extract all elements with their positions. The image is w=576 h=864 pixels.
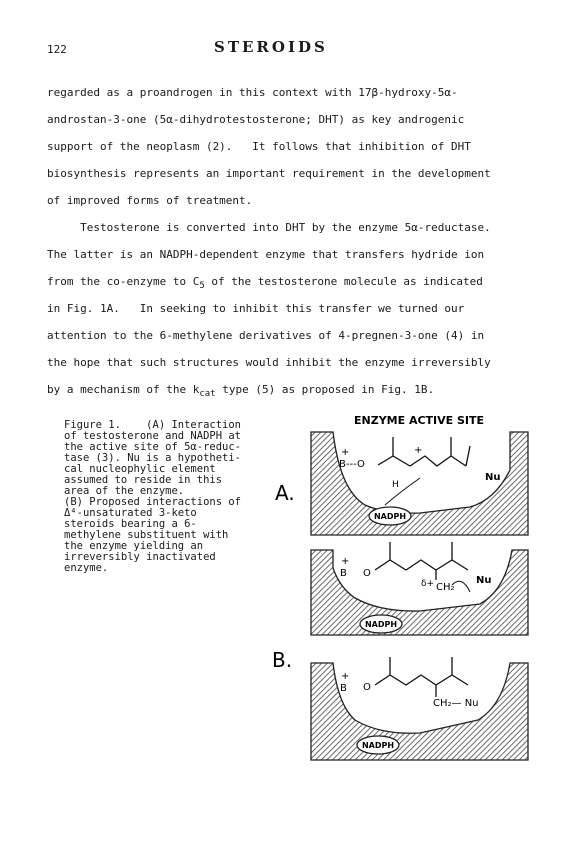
body-line: androstan-3-one (5α-dihydrotestosterone; DHT) as key androgenic: [47, 113, 465, 126]
steroid-skeleton-b2: [375, 675, 468, 685]
body-line: The latter is an NADPH-dependent enzyme that transfers hydride ion: [47, 248, 485, 261]
hydride-arrow-a: [385, 478, 420, 505]
figure-title: ENZYME ACTIVE SITE: [354, 414, 485, 427]
b-plus-b1: +: [341, 556, 350, 567]
body-line-rest: of the testosterone molecule as indicated: [204, 275, 483, 288]
caption-line: steroids bearing a 6-: [64, 518, 197, 530]
h-label-a: H: [392, 480, 399, 490]
caption-line: the active site of 5α-reduc-: [64, 441, 242, 453]
o-label-b1: O: [363, 568, 371, 579]
b-plus-a: +: [341, 447, 350, 458]
b-o-interaction-a: B---O: [339, 459, 365, 470]
b-label-b1: B: [340, 568, 347, 579]
body-line: support of the neoplasm (2). It follows that inhibition of DHT: [47, 140, 471, 153]
caption-line: cal nucleophylic element: [64, 463, 216, 475]
caption-line: enzyme.: [64, 562, 109, 574]
ch2-nu-b2: CH₂— Nu: [433, 698, 479, 709]
delta-plus-b1: δ+: [421, 579, 435, 589]
caption-line: methylene substituent with: [64, 529, 229, 541]
caption-line: irreversibly inactivated: [64, 551, 216, 563]
panel-label-a: A.: [275, 481, 295, 505]
caption-line: (B) Proposed interactions of: [64, 496, 242, 508]
body-line: of improved forms of treatment.: [47, 194, 253, 207]
steroid-bond: [466, 446, 470, 466]
body-line: attention to the 6-methylene derivatives of 4-pregnen-3-one (4) in: [47, 329, 485, 342]
body-line: the hope that such structures would inhibit the enzyme irreversibly: [47, 356, 491, 369]
body-line-text: by a mechanism of the k: [47, 383, 200, 396]
kcat-subscript: cat: [199, 389, 216, 399]
caption-line: the enzyme yielding an: [64, 540, 204, 552]
body-line: biosynthesis represents an important requirement in the development: [47, 167, 491, 180]
nu-label-a: Nu: [485, 472, 501, 483]
body-line-text: from the co-enzyme to C: [47, 275, 200, 288]
o-label-b2: O: [363, 682, 371, 693]
steroid-skeleton-b1: [375, 560, 468, 570]
panel-label-b: B.: [272, 648, 293, 672]
electron-arrow-b1: [452, 581, 470, 592]
b-plus-b2: +: [341, 671, 350, 682]
c5-subscript: 5: [199, 281, 205, 291]
plus-a: +: [414, 445, 423, 456]
steroid-skeleton-a: [378, 456, 466, 466]
caption-line: assumed to reside in this: [64, 474, 223, 486]
body-line: Testosterone is converted into DHT by the enzyme 5α-reductase.: [47, 221, 491, 234]
caption-line: Δ⁴-unsaturated 3-keto: [64, 507, 197, 519]
b-label-b2: B: [340, 683, 347, 694]
ch2-b1: CH₂: [436, 582, 455, 593]
nadph-label-a: NADPH: [373, 512, 407, 521]
caption-line: of testosterone and NADPH at: [64, 430, 242, 442]
running-header: STEROIDS: [214, 38, 328, 56]
nadph-label-b2: NADPH: [361, 741, 395, 750]
body-line-rest: type (5) as proposed in Fig. 1B.: [215, 383, 435, 396]
body-line: regarded as a proandrogen in this context with 17β-hydroxy-5α-: [47, 86, 458, 99]
page-number: 122: [47, 43, 67, 56]
caption-line: Figure 1. (A) Interaction: [64, 419, 242, 431]
caption-line: tase (3). Nu is a hypotheti-: [64, 452, 242, 464]
body-line: in Fig. 1A. In seeking to inhibit this transfer we turned our: [47, 302, 465, 315]
nu-label-b1: Nu: [476, 575, 492, 586]
nadph-label-b1: NADPH: [364, 620, 398, 629]
caption-line: area of the enzyme.: [64, 485, 185, 497]
